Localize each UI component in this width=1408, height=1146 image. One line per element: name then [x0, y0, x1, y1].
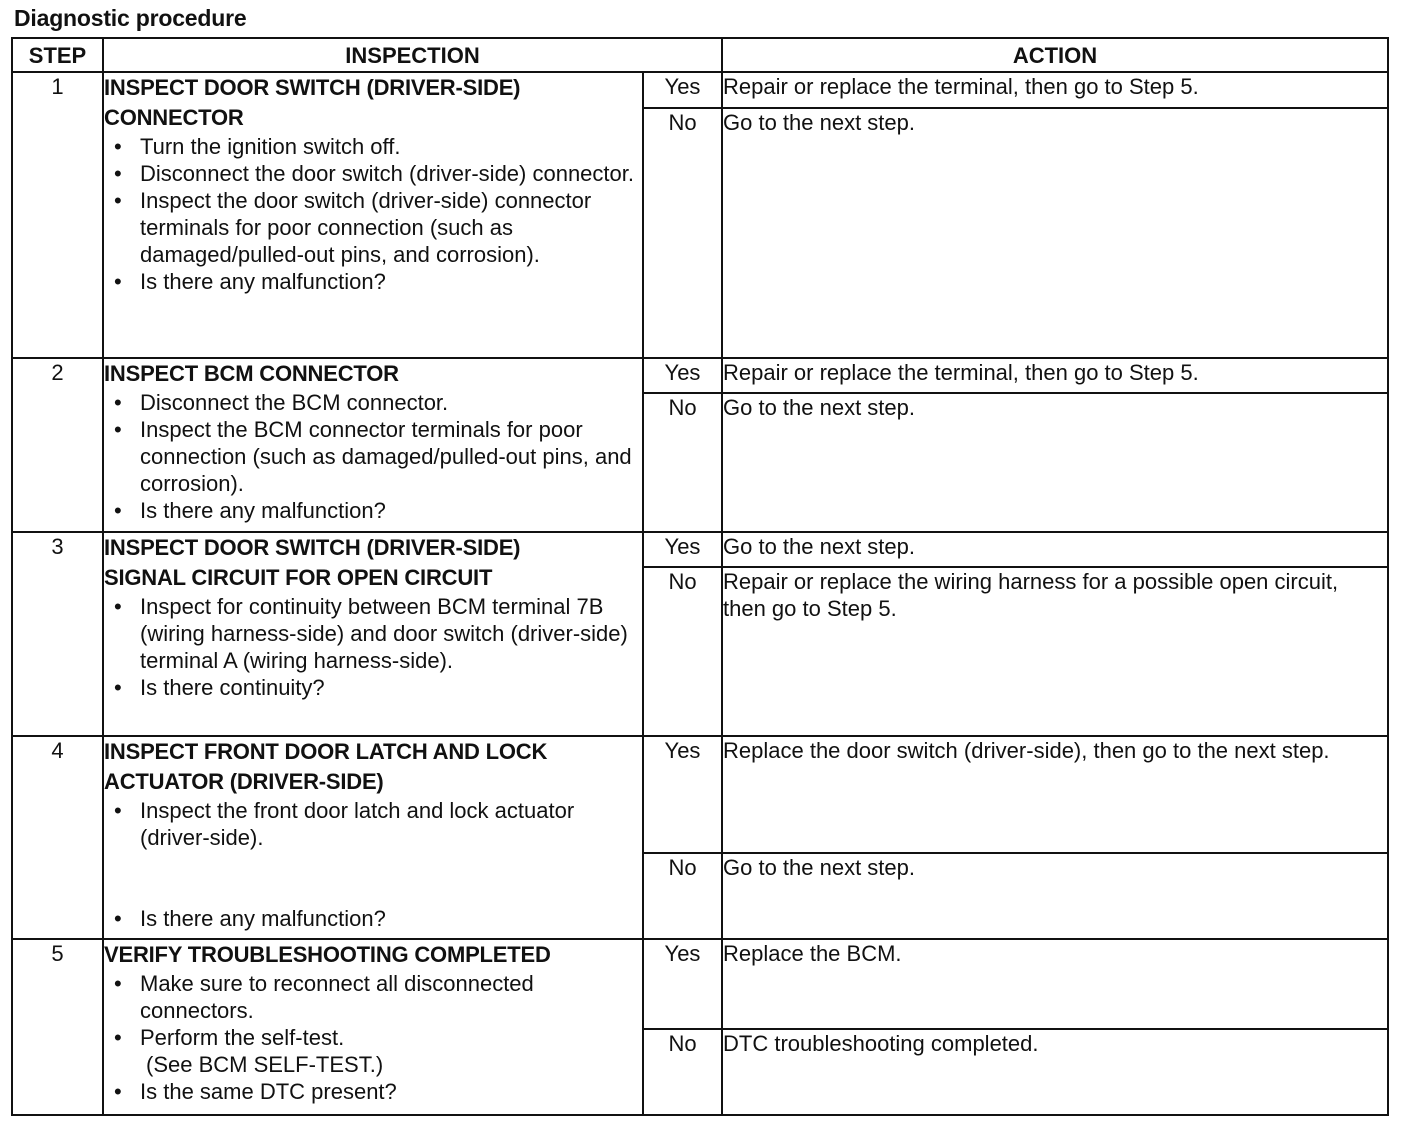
yes-label: Yes: [643, 939, 722, 1029]
bullet-item: • Is there any malfunction?: [140, 497, 642, 524]
step-inspection: [103, 72, 643, 358]
step-inspection: [103, 736, 643, 939]
step-title: INSPECT DOOR SWITCH (DRIVER-SIDE) SIGNAL CIRCUIT FOR OPEN CIRCUIT: [104, 535, 521, 590]
step-inspection: [103, 358, 643, 532]
bullet-item: • Inspect for continuity between BCM terminal 7B (wiring harness-side) and door switch (driver-side) terminal A (wiring harness-side).: [140, 593, 642, 674]
step-title: INSPECT DOOR SWITCH (DRIVER-SIDE) CONNECTOR: [104, 75, 521, 130]
step-inspection: [103, 532, 643, 736]
step-3-yes-row: [12, 532, 1388, 567]
yes-action: Go to the next step.: [722, 532, 1388, 567]
step-bullets: [104, 797, 642, 851]
no-label: No: [643, 567, 722, 736]
step-bullets: [104, 593, 642, 701]
yes-action: Replace the door switch (driver-side), then go to the next step.: [722, 736, 1388, 853]
bullet-item: • Is there continuity?: [140, 674, 642, 701]
step-bullets: [104, 389, 642, 524]
no-label: No: [643, 393, 722, 532]
cross-reference-note: (See BCM SELF-TEST.): [146, 1052, 384, 1077]
bullet-item: • Is there any malfunction?: [140, 905, 642, 932]
yes-label: Yes: [643, 532, 722, 567]
bullet-item: • Perform the self-test. (See BCM SELF-TEST.): [140, 1024, 642, 1078]
no-action: Go to the next step.: [722, 108, 1388, 358]
no-action: Go to the next step.: [722, 393, 1388, 532]
step-1-yes-row: [12, 72, 1388, 108]
header-action: ACTION: [722, 38, 1388, 72]
no-action: Repair or replace the wiring harness for a possible open circuit, then go to Step 5.: [722, 567, 1388, 736]
bullet-item: • Inspect the BCM connector terminals for poor connection (such as damaged/pulled-out pins, and corrosion).: [140, 416, 642, 497]
bullet-item: • Turn the ignition switch off.: [140, 133, 642, 160]
step-number: 5: [12, 939, 103, 1115]
step-number: 4: [12, 736, 103, 939]
step-2-yes-row: [12, 358, 1388, 393]
step-number: 2: [12, 358, 103, 532]
no-label: No: [643, 1029, 722, 1115]
header-step: STEP: [12, 38, 103, 72]
bullet-item: • Inspect the front door latch and lock actuator (driver-side).: [140, 797, 642, 851]
step-inspection: [103, 939, 643, 1115]
bullet-item: • Is there any malfunction?: [140, 268, 642, 295]
yes-label: Yes: [643, 358, 722, 393]
step-number: 3: [12, 532, 103, 736]
bullet-item: • Disconnect the door switch (driver-side) connector.: [140, 160, 642, 187]
bullet-item: • Inspect the door switch (driver-side) connector terminals for poor connection (such as damaged/pulled-out pins, and corrosion).: [140, 187, 642, 268]
step-bullets: [104, 970, 642, 1105]
header-row: [12, 38, 1388, 72]
yes-action: Replace the BCM.: [722, 939, 1388, 1029]
yes-action: Repair or replace the terminal, then go to Step 5.: [722, 72, 1388, 108]
step-number: 1: [12, 72, 103, 358]
step-title: INSPECT BCM CONNECTOR: [104, 361, 399, 386]
step-4-yes-row: [12, 736, 1388, 853]
header-inspection: INSPECTION: [103, 38, 722, 72]
bullet-item: • Make sure to reconnect all disconnected connectors.: [140, 970, 642, 1024]
bullet-item: • Disconnect the BCM connector.: [140, 389, 642, 416]
bullet-item: • Is the same DTC present?: [140, 1078, 642, 1105]
diagnostic-procedure-table: [11, 37, 1389, 1116]
no-action: Go to the next step.: [722, 853, 1388, 939]
step-bullets: [104, 905, 642, 932]
yes-label: Yes: [643, 72, 722, 108]
page-title: Diagnostic procedure: [14, 5, 247, 31]
yes-label: Yes: [643, 736, 722, 853]
step-5-yes-row: [12, 939, 1388, 1029]
no-label: No: [643, 853, 722, 939]
no-action: DTC troubleshooting completed.: [722, 1029, 1388, 1115]
no-label: No: [643, 108, 722, 358]
step-bullets: [104, 133, 642, 295]
step-title: INSPECT FRONT DOOR LATCH AND LOCK ACTUATOR (DRIVER-SIDE): [104, 739, 548, 794]
step-title: VERIFY TROUBLESHOOTING COMPLETED: [104, 942, 551, 967]
yes-action: Repair or replace the terminal, then go to Step 5.: [722, 358, 1388, 393]
